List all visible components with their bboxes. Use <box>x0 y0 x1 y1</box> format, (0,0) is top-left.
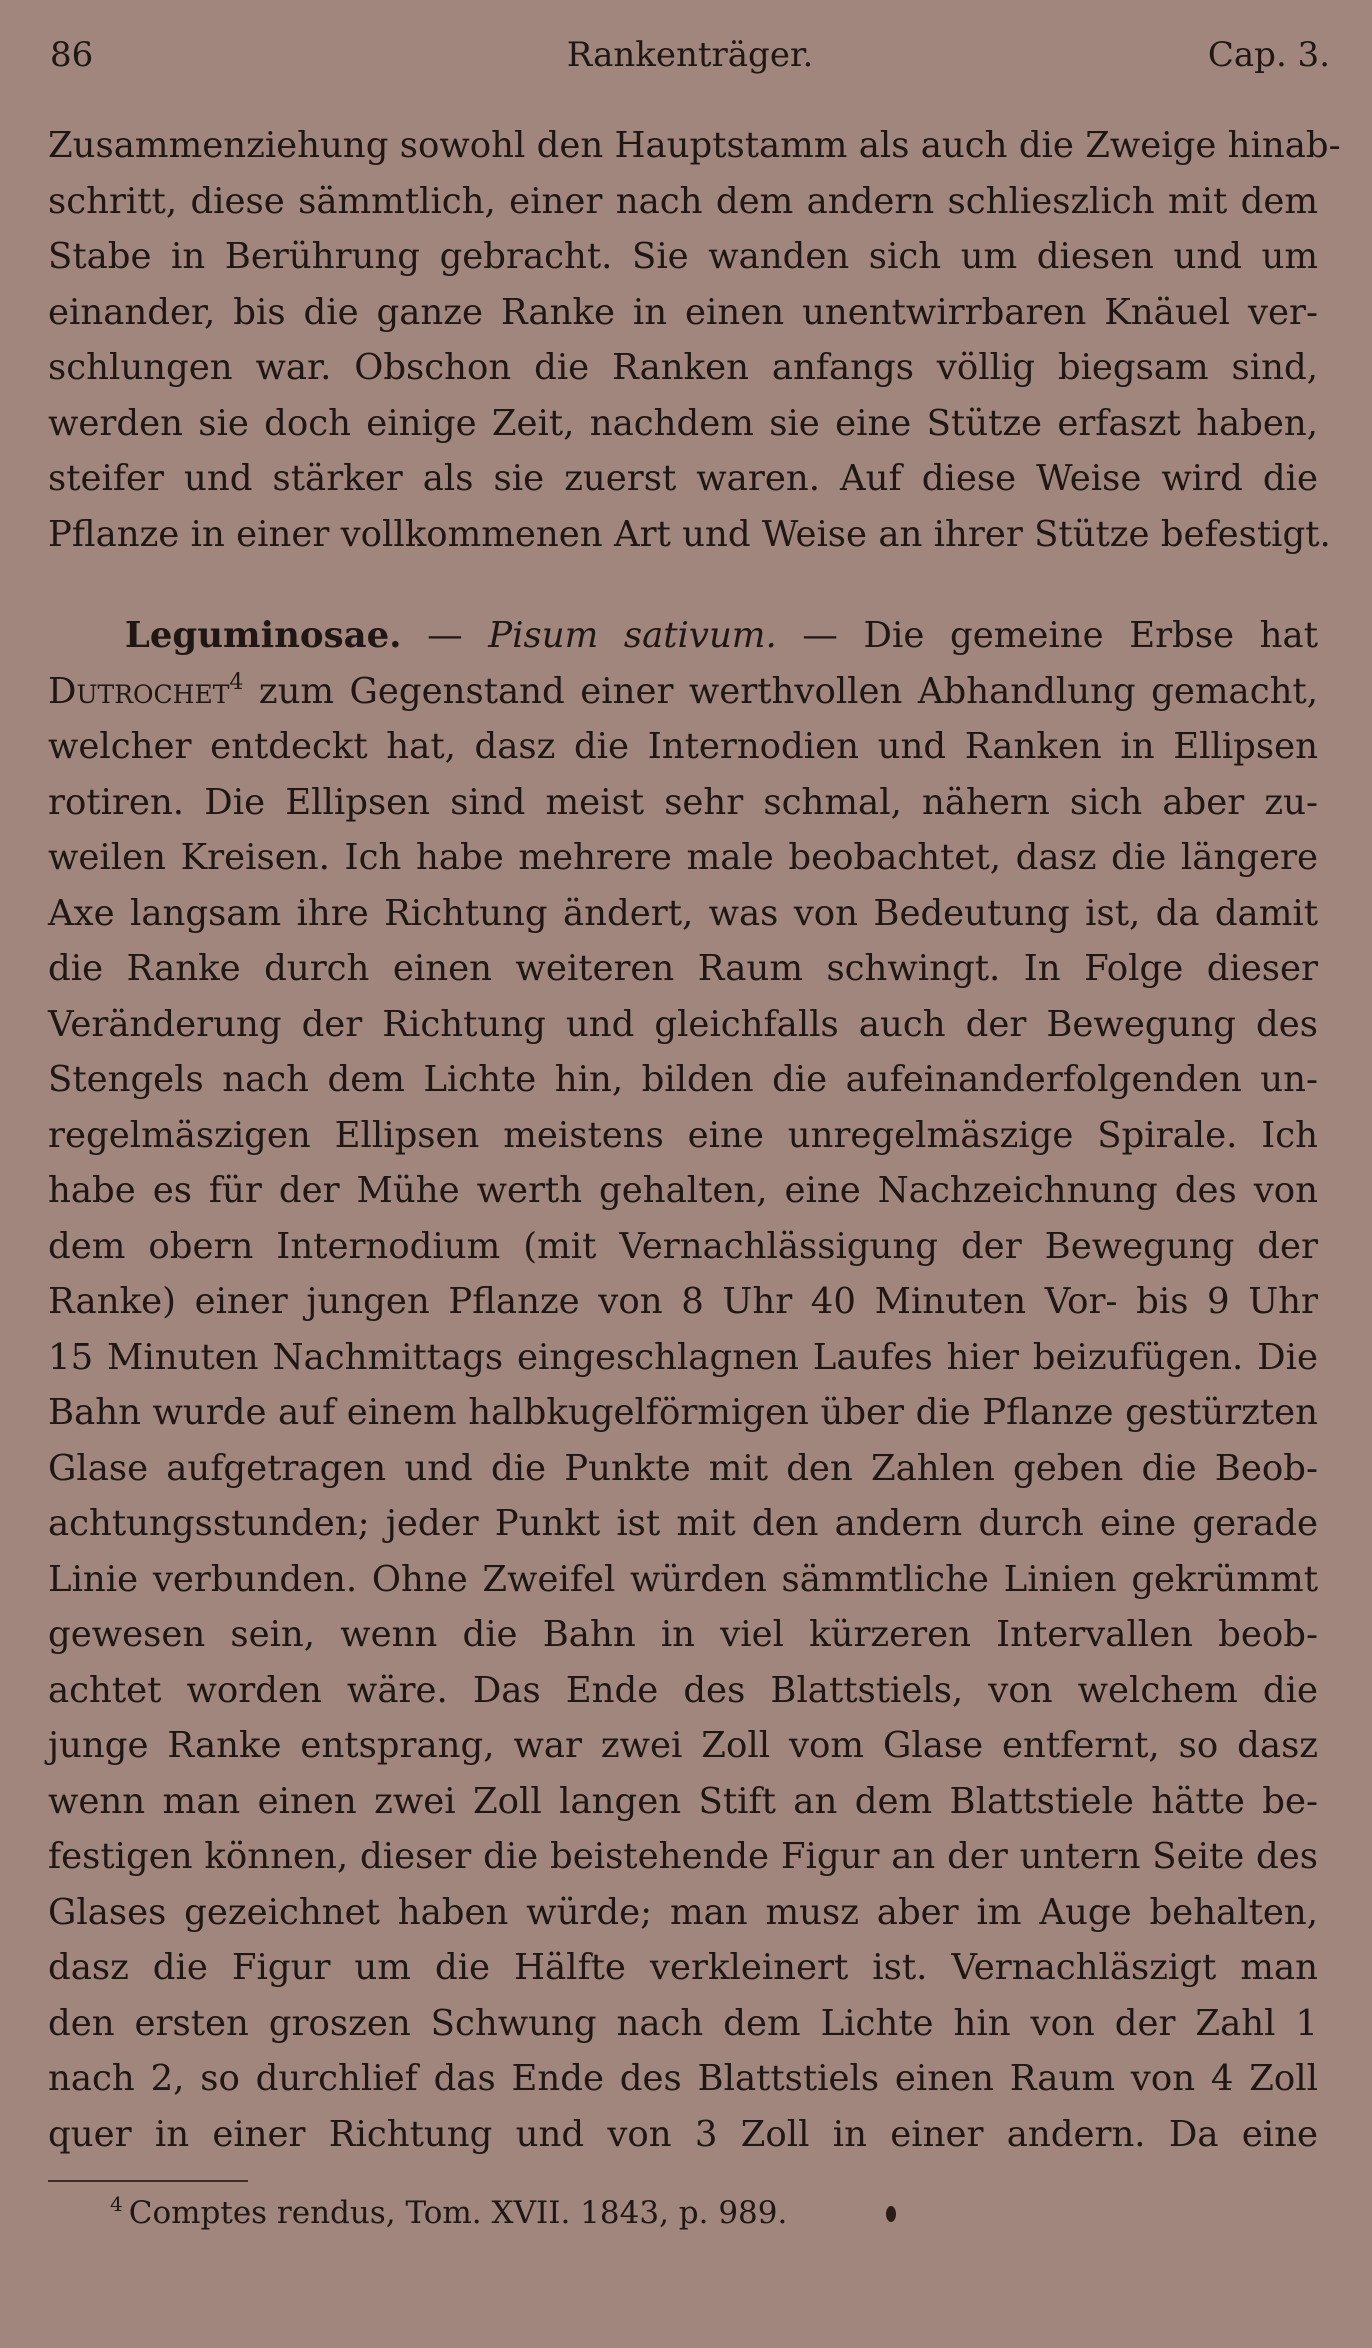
species-name: Pisum sativum. <box>488 615 777 656</box>
text-line: dem obern Internodium (mit Vernachlässigung der Bewegung der <box>48 1225 1318 1267</box>
text-line: einander, bis die ganze Ranke in einen unentwirrbaren Knäuel ver- <box>48 291 1318 333</box>
text-line: Stabe in Berührung gebracht. Sie wanden sich um diesen und um <box>48 236 1318 277</box>
page-number: 86 <box>50 35 94 75</box>
text-line: dasz die Figur um die Hälfte verkleinert ist. Vernachläszigt man <box>48 1947 1318 1988</box>
text-line: achtungsstunden; jeder Punkt ist mit den andern durch eine gerade <box>48 1503 1318 1544</box>
text-line: den ersten groszen Schwung nach dem Lichte hin von der Zahl 1 <box>48 2002 1318 2044</box>
text-line: Veränderung der Richtung und gleichfalls auch der Bewegung des <box>48 1003 1318 1045</box>
text-line: junge Ranke entsprang, war zwei Zoll vom Glase entfernt, so dasz <box>48 1725 1318 1766</box>
footnote-reference[interactable]: 4 <box>229 669 244 695</box>
footnote <box>110 2188 787 2238</box>
text-line: festigen können, dieser die beistehende Figur an der untern Seite des <box>48 1836 1318 1877</box>
text-line: Ranke) einer jungen Pflanze von 8 Uhr 40 Minuten Vor- bis 9 Uhr <box>48 1281 1318 1322</box>
text-line: Zusammenziehung sowohl den Hauptstamm als auch die Zweige hinab- <box>48 125 1341 166</box>
text-line: rotiren. Die Ellipsen sind meist sehr schmal, nähern sich aber zu- <box>48 781 1318 823</box>
text-line: Linie verbunden. Ohne Zweifel würden sämmtliche Linien gekrümmt <box>48 1558 1318 1600</box>
text-line: schlungen war. Obschon die Ranken anfangs völlig biegsam sind, <box>48 347 1318 388</box>
text-line: gewesen sein, wenn die Bahn in viel kürzeren Intervallen beob- <box>48 1614 1318 1655</box>
text-line: achtet worden wäre. Das Ende des Blattstiels, von welchem die <box>48 1669 1318 1711</box>
family-name: Leguminosae. <box>124 615 402 656</box>
text-line: wenn man einen zwei Zoll langen Stift an dem Blattstiele hätte be- <box>48 1780 1318 1822</box>
author-name: Dutrochet <box>48 670 230 712</box>
chapter-label: Cap. 3. <box>1207 35 1330 75</box>
text-line: regelmäszigen Ellipsen meistens eine unregelmäszige Spirale. Ich <box>48 1114 1318 1156</box>
text-line: 15 Minuten Nachmittags eingeschlagnen Laufes hier beizufügen. Die <box>48 1336 1318 1378</box>
text-line: nach 2, so durchlief das Ende des Blattstiels einen Raum von 4 Zoll <box>48 2058 1318 2099</box>
text-line: quer in einer Richtung und von 3 Zoll in einer andern. Da eine <box>48 2113 1318 2155</box>
text-run: Die gemeine Erbse hat <box>863 615 1318 656</box>
running-title: Rankenträger. <box>566 35 814 75</box>
paragraph-continuation <box>48 118 1341 562</box>
text-run: zum Gegenstand einer werthvollen Abhandlung gemacht, <box>243 670 1318 712</box>
text-line: die Ranke durch einen weiteren Raum schwingt. In Folge dieser <box>48 948 1318 989</box>
text-line: Stengels nach dem Lichte hin, bilden die aufeinanderfolgenden un- <box>48 1059 1318 1100</box>
text-line: habe es für der Mühe werth gehalten, eine Nachzeichnung des von <box>48 1170 1318 1211</box>
text-line: Glases gezeichnet haben würde; man musz aber im Auge behalten, <box>48 1891 1318 1933</box>
text-line: schritt, diese sämmtlich, einer nach dem andern schlieszlich mit dem <box>48 180 1318 222</box>
text-line: welcher entdeckt hat, dasz die Internodien und Ranken in Ellipsen <box>48 726 1318 767</box>
text-line: steifer und stärker als sie zuerst waren. Auf diese Weise wird die <box>48 458 1318 499</box>
text-line: weilen Kreisen. Ich habe mehrere male beobachtet, dasz die längere <box>48 837 1318 878</box>
body-text <box>48 118 1341 2162</box>
text-line: Bahn wurde auf einem halbkugelförmigen über die Pflanze gestürzten <box>48 1392 1318 1433</box>
footnote-text: Comptes rendus, Tom. XVII. 1843, p. 989. <box>128 2195 788 2231</box>
page-header <box>50 30 1330 80</box>
dash: — <box>401 615 489 656</box>
paragraph-gap <box>48 562 1318 608</box>
paragraph-pisum <box>48 608 1318 2162</box>
text-line: Axe langsam ihre Richtung ändert, was von Bedeutung ist, da damit <box>48 892 1318 934</box>
text-line: Glase aufgetragen und die Punkte mit den Zahlen geben die Beob- <box>48 1447 1318 1489</box>
text-line: werden sie doch einige Zeit, nachdem sie eine Stütze erfaszt haben, <box>48 402 1318 444</box>
text-line-heading <box>48 608 1318 664</box>
footnote-divider <box>48 2180 248 2182</box>
text-line <box>48 664 1318 720</box>
ink-spot <box>886 2206 896 2222</box>
text-line: Pflanze in einer vollkommenen Art und Weise an ihrer Stütze befestigt. <box>48 513 1331 555</box>
dash: — <box>776 615 864 656</box>
footnote-marker: 4 <box>110 2192 123 2216</box>
